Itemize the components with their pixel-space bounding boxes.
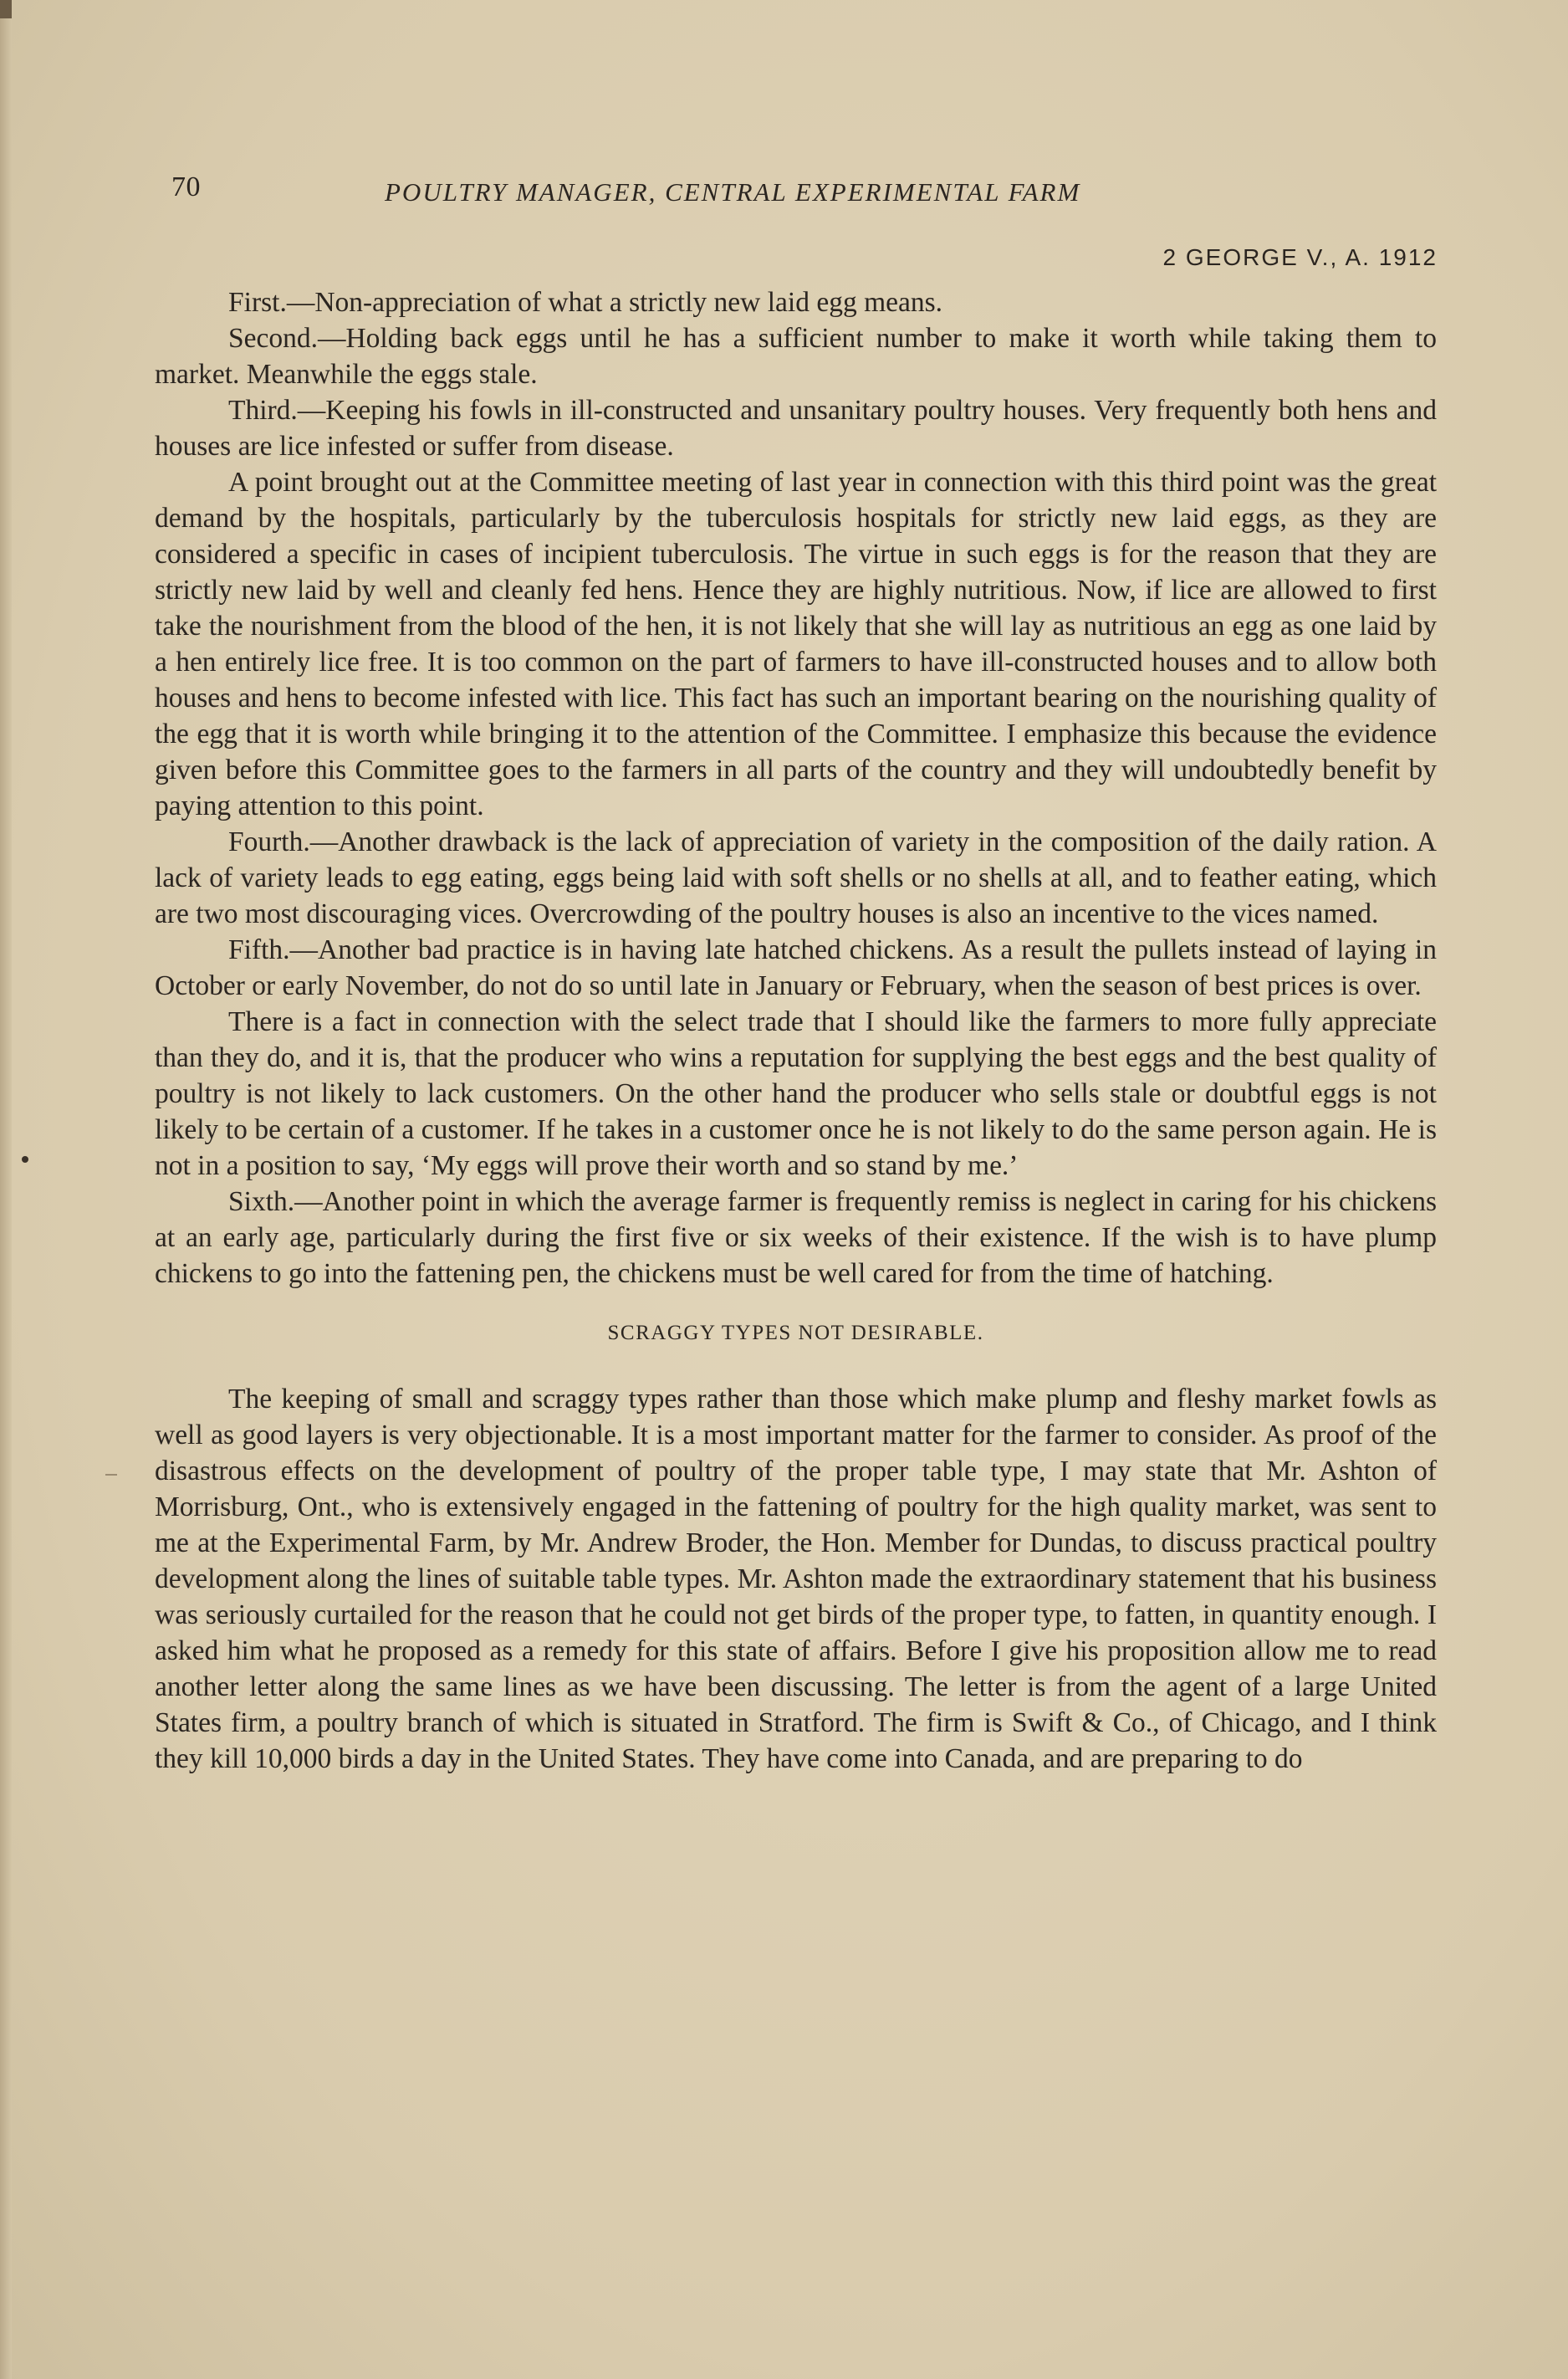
page-binding-edge	[0, 0, 12, 2379]
session-label: 2 GEORGE V., A. 1912	[1162, 244, 1438, 270]
page-corner-mark	[0, 0, 12, 18]
paragraph-committee-point: A point brought out at the Committee meeting of last year in connection with this third point was the great demand by the hospitals, particularly by the tuberculosis hospitals for strictly new laid eggs, as they are considered a specific in cases of incipient tuberculosis. The virtue in such eggs is for the reason that they are strictly new laid by well and cleanly fed hens. Hence they are highly nutritious. Now, if lice are allowed to first take the nourishment from the blood of the hen, it is not likely that she will lay as nutritious an egg as one laid by a hen entirely lice free. It is too common on the part of farmers to have ill-constructed houses and to allow both houses and hens to become infested with lice. This fact has such an important bearing on the nourishing quality of the egg that it is worth while bringing it to the attention of the Committee. I emphasize this because the evidence given before this Committee goes to the farmers in all parts of the country and they will undoubtedly benefit by paying attention to this point.	[155, 467, 1437, 821]
margin-dash	[105, 1474, 117, 1476]
section-heading: SCRAGGY TYPES NOT DESIRABLE.	[607, 1322, 984, 1344]
paragraph-sixth: Sixth.—Another point in which the average farmer is frequently remiss is neglect in caring for his chickens at an early age, particularly during the first five or six weeks of their existence. If the wish is to have plump chickens to go into the fattening pen, the chickens must be well cared for from the time of hatching.	[155, 1186, 1437, 1289]
paragraph-second: Second.—Holding back eggs until he has a sufficient number to make it worth while taking them to market. Meanwhile the eggs stale.	[155, 323, 1437, 390]
paragraph-scraggy-types: The keeping of small and scraggy types rather than those which make plump and fleshy market fowls as well as good layers is very objectionable. It is a most important matter for the farmer to consider. As proof of the disastrous effects on the development of poultry of the proper table type, I may state that Mr. Ashton of Morrisburg, Ont., who is extensively engaged in the fattening of poultry for the high quality market, was sent to me at the Experimental Farm, by Mr. Andrew Broder, the Hon. Member for Dundas, to discuss practical poultry development along the lines of suitable table types. Mr. Ashton made the extraordinary statement that his business was seriously curtailed for the reason that he could not get birds of the proper type, to fatten, in quantity enough. I asked him what he proposed as a remedy for this state of affairs. Before I give his proposition allow me to read another letter along the same lines as we have been discussing. The letter is from the agent of a large United States firm, a poultry branch of which is situated in Stratford. The firm is Swift & Co., of Chicago, and I think they kill 10,000 birds a day in the United States. They have come into Canada, and are preparing to do	[155, 1384, 1437, 1774]
paragraph-fifth: Fifth.—Another bad practice is in having late hatched chickens. As a result the pullets instead of laying in October or early November, do not do so until late in January or February, when the season of best prices is over.	[155, 934, 1437, 1001]
running-title: POULTRY MANAGER, CENTRAL EXPERIMENTAL FARM	[385, 177, 1081, 207]
paragraph-third: Third.—Keeping his fowls in ill-constructed and unsanitary poultry houses. Very frequently both hens and houses are lice infested or suffer from disease.	[155, 395, 1437, 462]
paragraph-first: First.—Non-appreciation of what a strictly new laid egg means.	[228, 287, 943, 318]
page-number: 70	[171, 171, 201, 202]
margin-dot	[22, 1156, 28, 1163]
paragraph-select-trade: There is a fact in connection with the select trade that I should like the farmers to more fully appreciate than they do, and it is, that the producer who wins a reputation for supplying the best eggs and the best quality of poultry is not likely to lack customers. On the other hand the producer who sells stale or doubtful eggs is not likely to be certain of a customer. If he takes in a customer once he is not likely to do the same person again. He is not in a position to say, ‘My eggs will prove their worth and so stand by me.’	[155, 1006, 1437, 1181]
body-text	[155, 284, 1437, 1777]
paragraph-fourth: Fourth.—Another drawback is the lack of appreciation of variety in the composition of the daily ration. A lack of variety leads to egg eating, eggs being laid with soft shells or no shells at all, and to feather eating, which are two most discouraging vices. Overcrowding of the poultry houses is also an incentive to the vices named.	[155, 826, 1437, 929]
